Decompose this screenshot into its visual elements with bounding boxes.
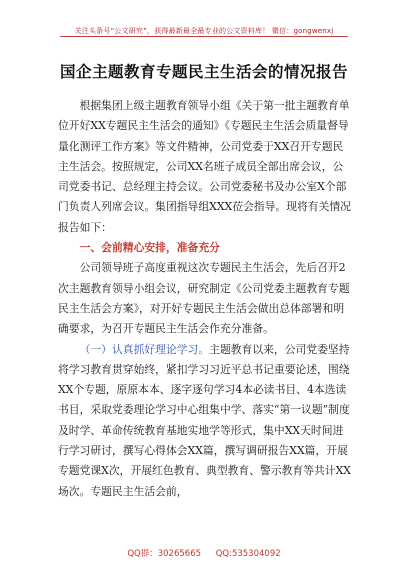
subsection-1-paragraph	[58, 340, 351, 502]
header-divider	[60, 36, 348, 37]
document-title: 国企主题教育专题民主生活会的情况报告	[59, 62, 348, 81]
section-1-paragraph: 公司领导班子高度重视这次专题民主生活会，先后召开2次主题教育领导小组会议，研究制定《公司党委主题教育专题民主生活会方案》，对开好专题民主生活会做出总体部署和明确要求，为召开专题民主生活会作充分准备。	[58, 261, 350, 336]
footer-qq-group: QQ群：30265665	[127, 549, 202, 559]
subsection-heading-1: （一）认真抓好理论学习。	[79, 342, 210, 356]
header-banner	[0, 0, 408, 42]
document-body	[58, 96, 351, 502]
subsection-1-body: 主题教育以来，公司党委坚持将学习教育贯穿始终，紧扣学习习近平总书记重要论述，围绕XX个专题，原原本本、逐字逐句学习4本必读书目、4本选读书目，采取党委理论学习中心组集中学、落实“第一议题”制度及时学、革命传统教育基地实地学等形式，集中XX天时间进行学习研讨，撰写心得体会XX篇，撰写调研报告XX篇，开展专题党课X次，开展红色教育、典型教育、警示教育等共计XX场次。专题民主生活会前，	[58, 342, 351, 498]
intro-paragraph: 根据集团上级主题教育领导小组《关于第一批主题教育单位开好XX专题民主生活会的通知》《专题民主生活会质量督导量化测评工作方案》等文件精神，公司党委于XX召开专题民主生活会。按照规定，公司XX名班子成员全部出席会议，公司党委书记、总经理主持会议。公司党委秘书及办公室X个部门负责人列席会议。集团指导组XXX莅会指导。现将有关情况报告如下：	[58, 99, 351, 234]
footer-qq: QQ:535304092	[215, 549, 281, 559]
section-heading-1: 一、会前精心安排，准备充分	[79, 241, 220, 255]
header-promo-text: 关注头条号“公文研究”，获得最新最全最专业的公文资料库！ 微信：gongwenxj	[74, 27, 334, 35]
footer-contact	[0, 547, 408, 559]
